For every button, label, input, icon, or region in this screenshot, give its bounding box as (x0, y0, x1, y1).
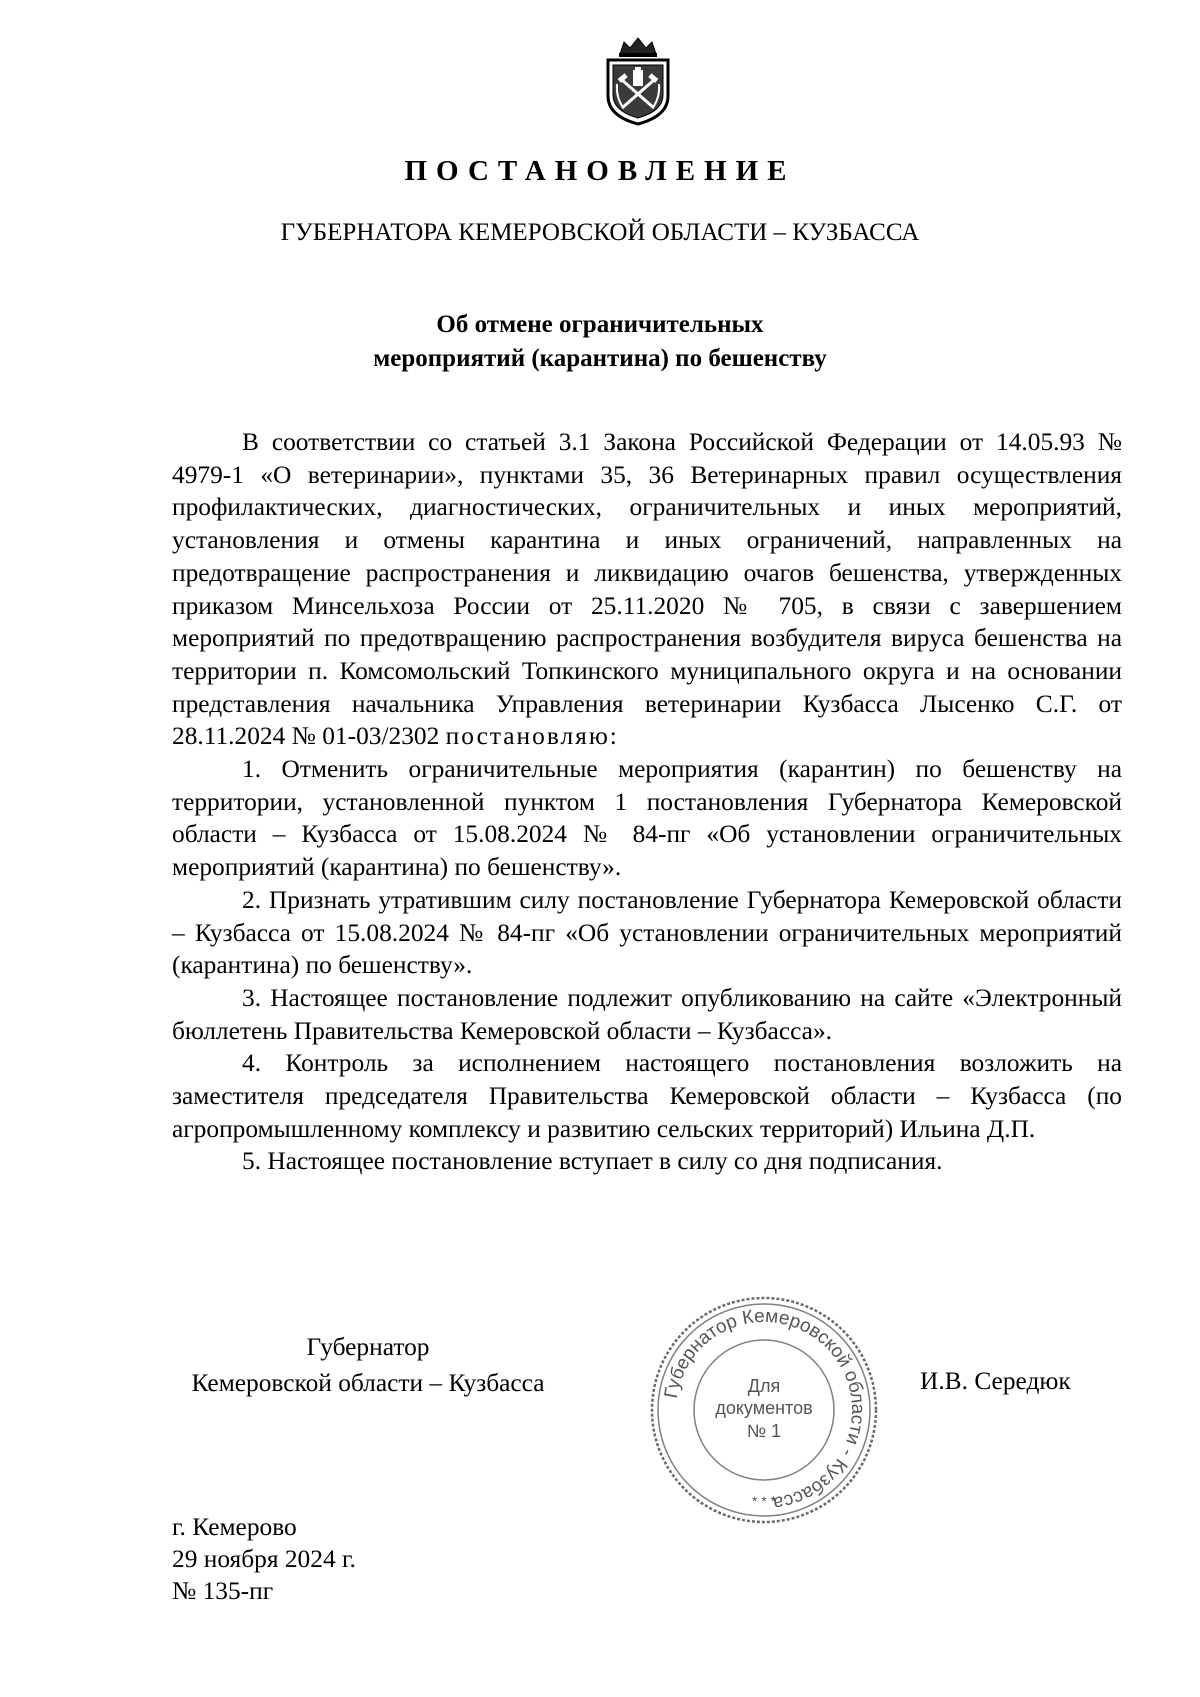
signatory-position-line-2: Кемеровской области – Кузбасса (191, 1369, 545, 1397)
official-seal-stamp (646, 1292, 882, 1528)
signatory-position (168, 1329, 568, 1401)
issue-date: 29 ноября 2024 г. (172, 1545, 356, 1573)
preamble-text: В соответствии со статьей 3.1 Закона Российской Федерации от 14.05.93 № 4979-1 «О ветеринарии», пунктами 35, 36 Ветеринарных правил осуществления профилактических, диагностических, ограничительных и иных мероприятий, установления и отмены карантина и иных ограничений, направленных на предотвращение распространения и ликвидацию очагов бешенства, утвержденных приказом Минсельхоза России от 25.11.2020 № 705, в связи с завершением мероприятий по предотвращению распространения возбудителя вируса бешенства на территории п. Комсомольский Топкинского муниципального округа и на основании представления начальника Управления ветеринарии Кузбасса Лысенко С.Г. от 28.11.2024 № 01-03/2302 (172, 428, 1122, 751)
seal-stars: * * * (751, 1493, 777, 1509)
clause-1: 1. Отменить ограничительные мероприятия (карантин) по бешенству на территории, установленной пунктом 1 постановления Губернатора Кемеровской области – Кузбасса от 15.08.2024 № 84-пг «Об установлении ограничительных мероприятий (карантина) по бешенству». (172, 755, 1122, 882)
document-body (172, 426, 1122, 1178)
signatory-name: И.В. Середюк (920, 1367, 1071, 1395)
document-number: № 135-пг (172, 1577, 274, 1605)
document-subject (0, 308, 1200, 376)
preamble-paragraph (172, 426, 1122, 753)
seal-center-line-3: № 1 (746, 1421, 782, 1441)
issue-city: г. Кемерово (172, 1513, 297, 1541)
clause-2: 2. Признать утратившим силу постановление Губернатора Кемеровской области – Кузбасса от 15.08.2024 № 84-пг «Об установлении ограничительных мероприятий (карантина) по бешенству». (172, 885, 1122, 980)
subject-line-2: мероприятий (карантина) по бешенству (373, 345, 827, 372)
clause-3: 3. Настоящее постановление подлежит опубликованию на сайте «Электронный бюллетень Правительства Кемеровской области – Кузбасса». (172, 983, 1122, 1045)
seal-center-line-1: Для (747, 1376, 781, 1396)
seal-center-line-2: документов (715, 1398, 813, 1418)
document-place-date-number (172, 1511, 356, 1607)
signatory-position-line-1: Губернатор (306, 1333, 430, 1361)
coat-of-arms-emblem (600, 34, 676, 128)
seal-ring-text: Губернатор Кемеровской области - Кузбасса (660, 1305, 869, 1514)
issuing-authority: ГУБЕРНАТОРА КЕМЕРОВСКОЙ ОБЛАСТИ – КУЗБАССА (280, 219, 920, 246)
resolves-word: постановляю: (445, 722, 619, 751)
clause-5: 5. Настоящее постановление вступает в силу со дня подписания. (242, 1147, 943, 1176)
document-type-title: ПОСТАНОВЛЕНИЕ (404, 155, 796, 187)
clause-4: 4. Контроль за исполнением настоящего постановления возложить на заместителя председателя Правительства Кемеровской области – Кузбасса (по агропромышленному комплексу и развитию сельских территорий) Ильина Д.П. (172, 1049, 1122, 1143)
subject-line-1: Об отмене ограничительных (436, 311, 764, 338)
